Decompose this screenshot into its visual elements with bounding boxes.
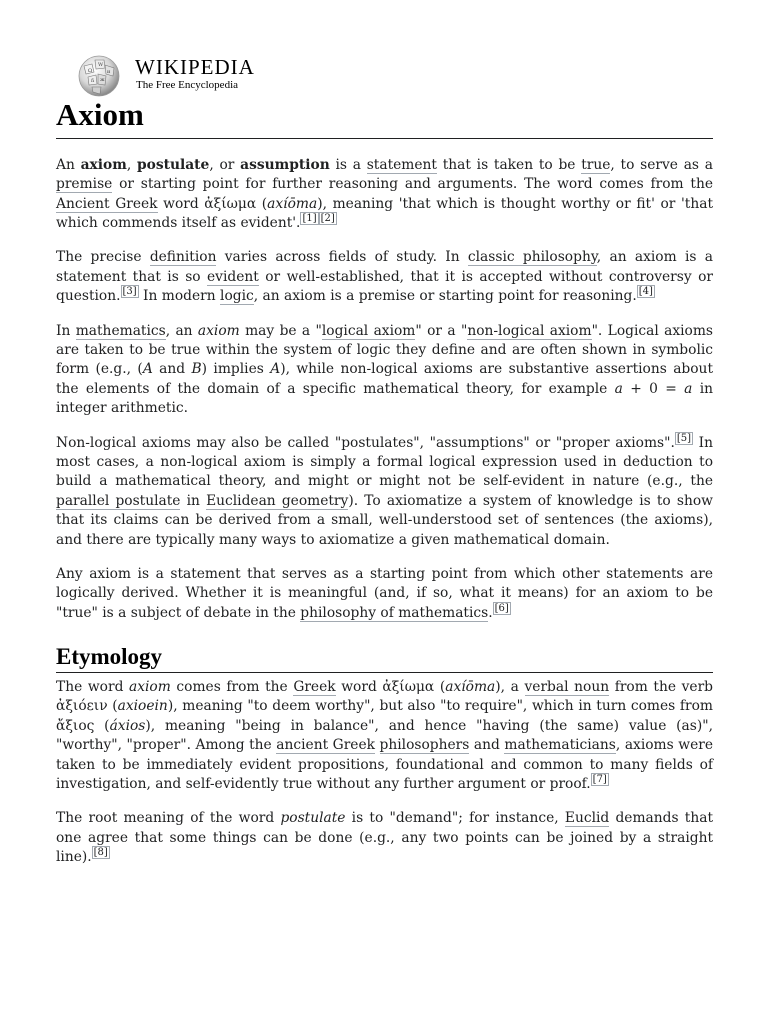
article-content	[56, 96, 713, 883]
link-classic-philosophy[interactable]: classic philosophy	[467, 249, 597, 266]
link-parallel-postulate[interactable]: parallel postulate	[56, 492, 181, 509]
citation-1[interactable]: [1]	[302, 212, 317, 224]
citation-3[interactable]: [3]	[122, 286, 137, 298]
svg-text:и: и	[107, 69, 111, 75]
citation-6[interactable]: [6]	[494, 602, 509, 614]
link-non-logical-axiom[interactable]: non-logical axiom	[467, 322, 592, 339]
link-true[interactable]: true	[581, 156, 611, 173]
article-paragraph-5: Any axiom is a statement that serves as a starting point from which other statements are logically derived. Whether it is meaningful (and, if so, what it means) for an axiom to be "true" is a subject of debate in the philosophy of mathematics. [6]	[56, 566, 713, 621]
svg-text:ñ: ñ	[91, 78, 95, 84]
link-ancient-greek[interactable]: Ancient Greek	[56, 195, 158, 212]
wikipedia-globe-logo[interactable]	[74, 52, 122, 98]
citation-2[interactable]: [2]	[320, 212, 335, 224]
link-verbal-noun[interactable]: verbal noun	[524, 678, 610, 695]
svg-text:Ω: Ω	[88, 68, 93, 74]
link-logical-axiom[interactable]: logical axiom	[321, 322, 416, 339]
link-euclid[interactable]: Euclid	[564, 810, 610, 827]
link-greek[interactable]: Greek	[293, 678, 336, 695]
svg-text:ж: ж	[100, 77, 105, 83]
citation-5[interactable]: [5]	[676, 432, 692, 444]
link-mathematicians[interactable]: mathematicians	[504, 737, 616, 754]
wikipedia-wordmark: WIKIPEDIA	[135, 55, 255, 79]
link-mathematics[interactable]: mathematics	[75, 322, 166, 339]
link-philosophers[interactable]: philosophers	[379, 737, 470, 754]
link-philosophy-of-mathematics[interactable]: philosophy of mathematics	[300, 604, 489, 621]
citation-8[interactable]: [8]	[93, 847, 108, 859]
page-title: Axiom	[56, 96, 713, 139]
citation-7[interactable]: [7]	[592, 773, 607, 785]
link-logic[interactable]: logic	[220, 288, 254, 305]
citation-4[interactable]: [4]	[638, 286, 653, 298]
link-premise[interactable]: premise	[56, 176, 113, 193]
article-paragraph-4: Non-logical axioms may also be called "postulates", "assumptions" or "proper axioms". [5] In most cases, a non-logical axiom is simply a formal logical expression used in deduction to build a mathematical theory, and might or might not be self-evident in nature (e.g., the parallel postulate in Euclidean geometry). To axiomatize a system of knowledge is to show that its claims can be derived from a small, well-understood set of sentences (the axioms), and there are typically many ways to axiomatize a given mathematical domain.	[56, 432, 713, 548]
svg-text:W: W	[98, 62, 104, 68]
link-statement[interactable]: statement	[366, 156, 437, 173]
article-paragraph-1: An axiom, postulate, or assumption is a statement that is taken to be true, to serve as a premise or starting point for further reasoning and arguments. The word comes from the Ancient Greek word ἀξίωμα (axíōma), meaning 'that which is thought worthy or fit' or 'that which commends itself as evident'. [1] [2]	[56, 156, 713, 231]
section-heading-etymology: Etymology	[56, 643, 713, 673]
link-euclidean-geometry[interactable]: Euclidean geometry	[206, 492, 349, 509]
link-ancient-greek-2[interactable]: ancient Greek	[276, 737, 375, 754]
article-paragraph-3: In mathematics, an axiom may be a "logical axiom" or a "non-logical axiom". Logical axioms are taken to be true within the system of logic they define and are often shown in symbolic form (e.g., (A and B) implies A), while non-logical axioms are substantive assertions about the elements of the domain of a specific mathematical theory, for example a + 0 = a in integer arithmetic.	[56, 322, 714, 417]
wikipedia-tagline: The Free Encyclopedia	[136, 79, 239, 91]
article-paragraph-6: The word axiom comes from the Greek word ἀξίωμα (axíōma), a verbal noun from the verb ἀξιόειν (axioein), meaning "to deem worthy", but also "to require", which in turn comes from ἄξιος (áxios), meaning "being in balance", and hence "having (the same) value (as)", "worthy", "proper". Among the ancient Greek philosophers and mathematicians, axioms were taken to be immediately evident propositions, foundational and common to many fields of investigation, and self-evidently true without any further argument or proof. [7]	[56, 678, 714, 792]
link-evident[interactable]: evident	[207, 268, 259, 285]
link-definition[interactable]: definition	[149, 249, 217, 266]
article-paragraph-7: The root meaning of the word postulate is to "demand"; for instance, Euclid demands that one agree that some things can be done (e.g., any two points can be joined by a straight line). [8]	[56, 810, 714, 866]
article-paragraph-2: The precise definition varies across fields of study. In classic philosophy, an axiom is a statement that is so evident or well-established, that it is accepted without controversy or question. [3] In modern logic, an axiom is a premise or starting point for reasoning. [4]	[56, 249, 713, 305]
site-header[interactable]	[74, 52, 274, 98]
